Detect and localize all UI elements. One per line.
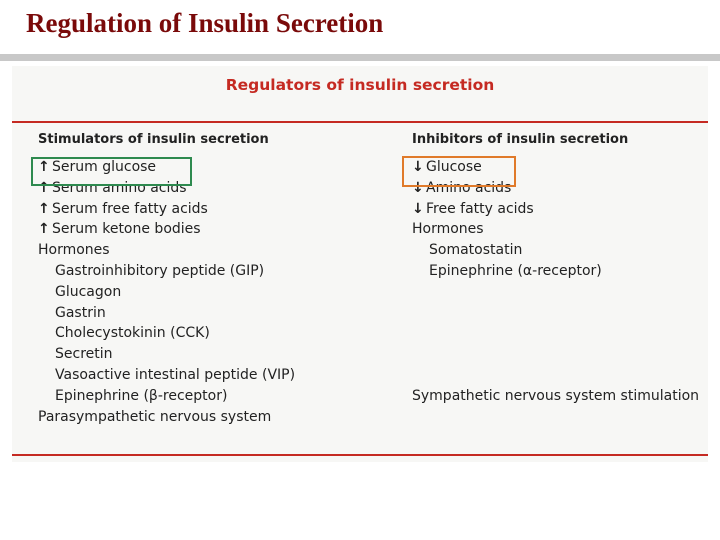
stimulator-nutrient-label: Serum glucose [52, 159, 157, 175]
stimulator-nutrient-label: Serum ketone bodies [52, 221, 201, 238]
title-divider [0, 54, 720, 61]
inhibitor-nervous-system: Sympathetic nervous system stimulation [412, 387, 700, 404]
stimulator-hormone-item: Vasoactive intestinal peptide (VIP) [55, 366, 296, 383]
stimulator-nutrient-row [38, 199, 295, 220]
stimulator-nutrient-label: Serum free fatty acids [52, 200, 208, 217]
stimulator-hormone-item: Glucagon [55, 283, 122, 300]
stimulator-hormones-label: Hormones [38, 242, 110, 259]
up-arrow-icon: ↑ [38, 200, 50, 217]
inhibitor-nutrient-label: Amino acids [426, 179, 512, 196]
up-arrow-icon: ↑ [38, 221, 50, 238]
down-arrow-icon: ↓ [412, 159, 424, 175]
regulators-table-figure [12, 66, 708, 462]
stimulator-hormone-item: Epinephrine (β-receptor) [55, 387, 228, 404]
stimulators-header: Stimulators of insulin secretion [38, 132, 269, 147]
inhibitor-hormones-label: Hormones [412, 221, 484, 238]
down-arrow-icon: ↓ [412, 200, 424, 217]
stimulator-nutrient-row [38, 219, 295, 240]
table-title: Regulators of insulin secretion [225, 76, 495, 94]
inhibitor-hormone-item: Epinephrine (α-receptor) [429, 262, 602, 279]
serum-glucose-highlight-box [31, 157, 192, 186]
stimulator-hormone-item: Cholecystokinin (CCK) [55, 325, 210, 342]
up-arrow-icon: ↑ [38, 179, 50, 196]
glucose-highlight-box [402, 156, 516, 187]
table-footer-rule [12, 454, 708, 456]
up-arrow-icon: ↑ [38, 159, 50, 175]
stimulator-hormone-item: Secretin [55, 346, 113, 363]
stimulator-nutrient-label: Serum amino acids [52, 179, 187, 196]
inhibitors-header: Inhibitors of insulin secretion [412, 132, 629, 147]
down-arrow-icon: ↓ [412, 179, 424, 196]
table-header-rule [12, 121, 708, 123]
stimulator-nervous-system: Parasympathetic nervous system [38, 408, 272, 425]
stimulator-hormone-item: Gastroinhibitory peptide (GIP) [55, 262, 265, 279]
inhibitor-nutrient-label: Free fatty acids [426, 200, 534, 217]
stimulator-hormone-item: Gastrin [55, 304, 106, 321]
inhibitor-nutrient-row [412, 199, 699, 220]
inhibitor-hormone-item: Somatostatin [429, 242, 523, 259]
column-spacer [412, 282, 699, 386]
inhibitor-nutrient-label: Glucose [426, 159, 482, 175]
slide-title: Regulation of Insulin Secretion [26, 8, 384, 38]
